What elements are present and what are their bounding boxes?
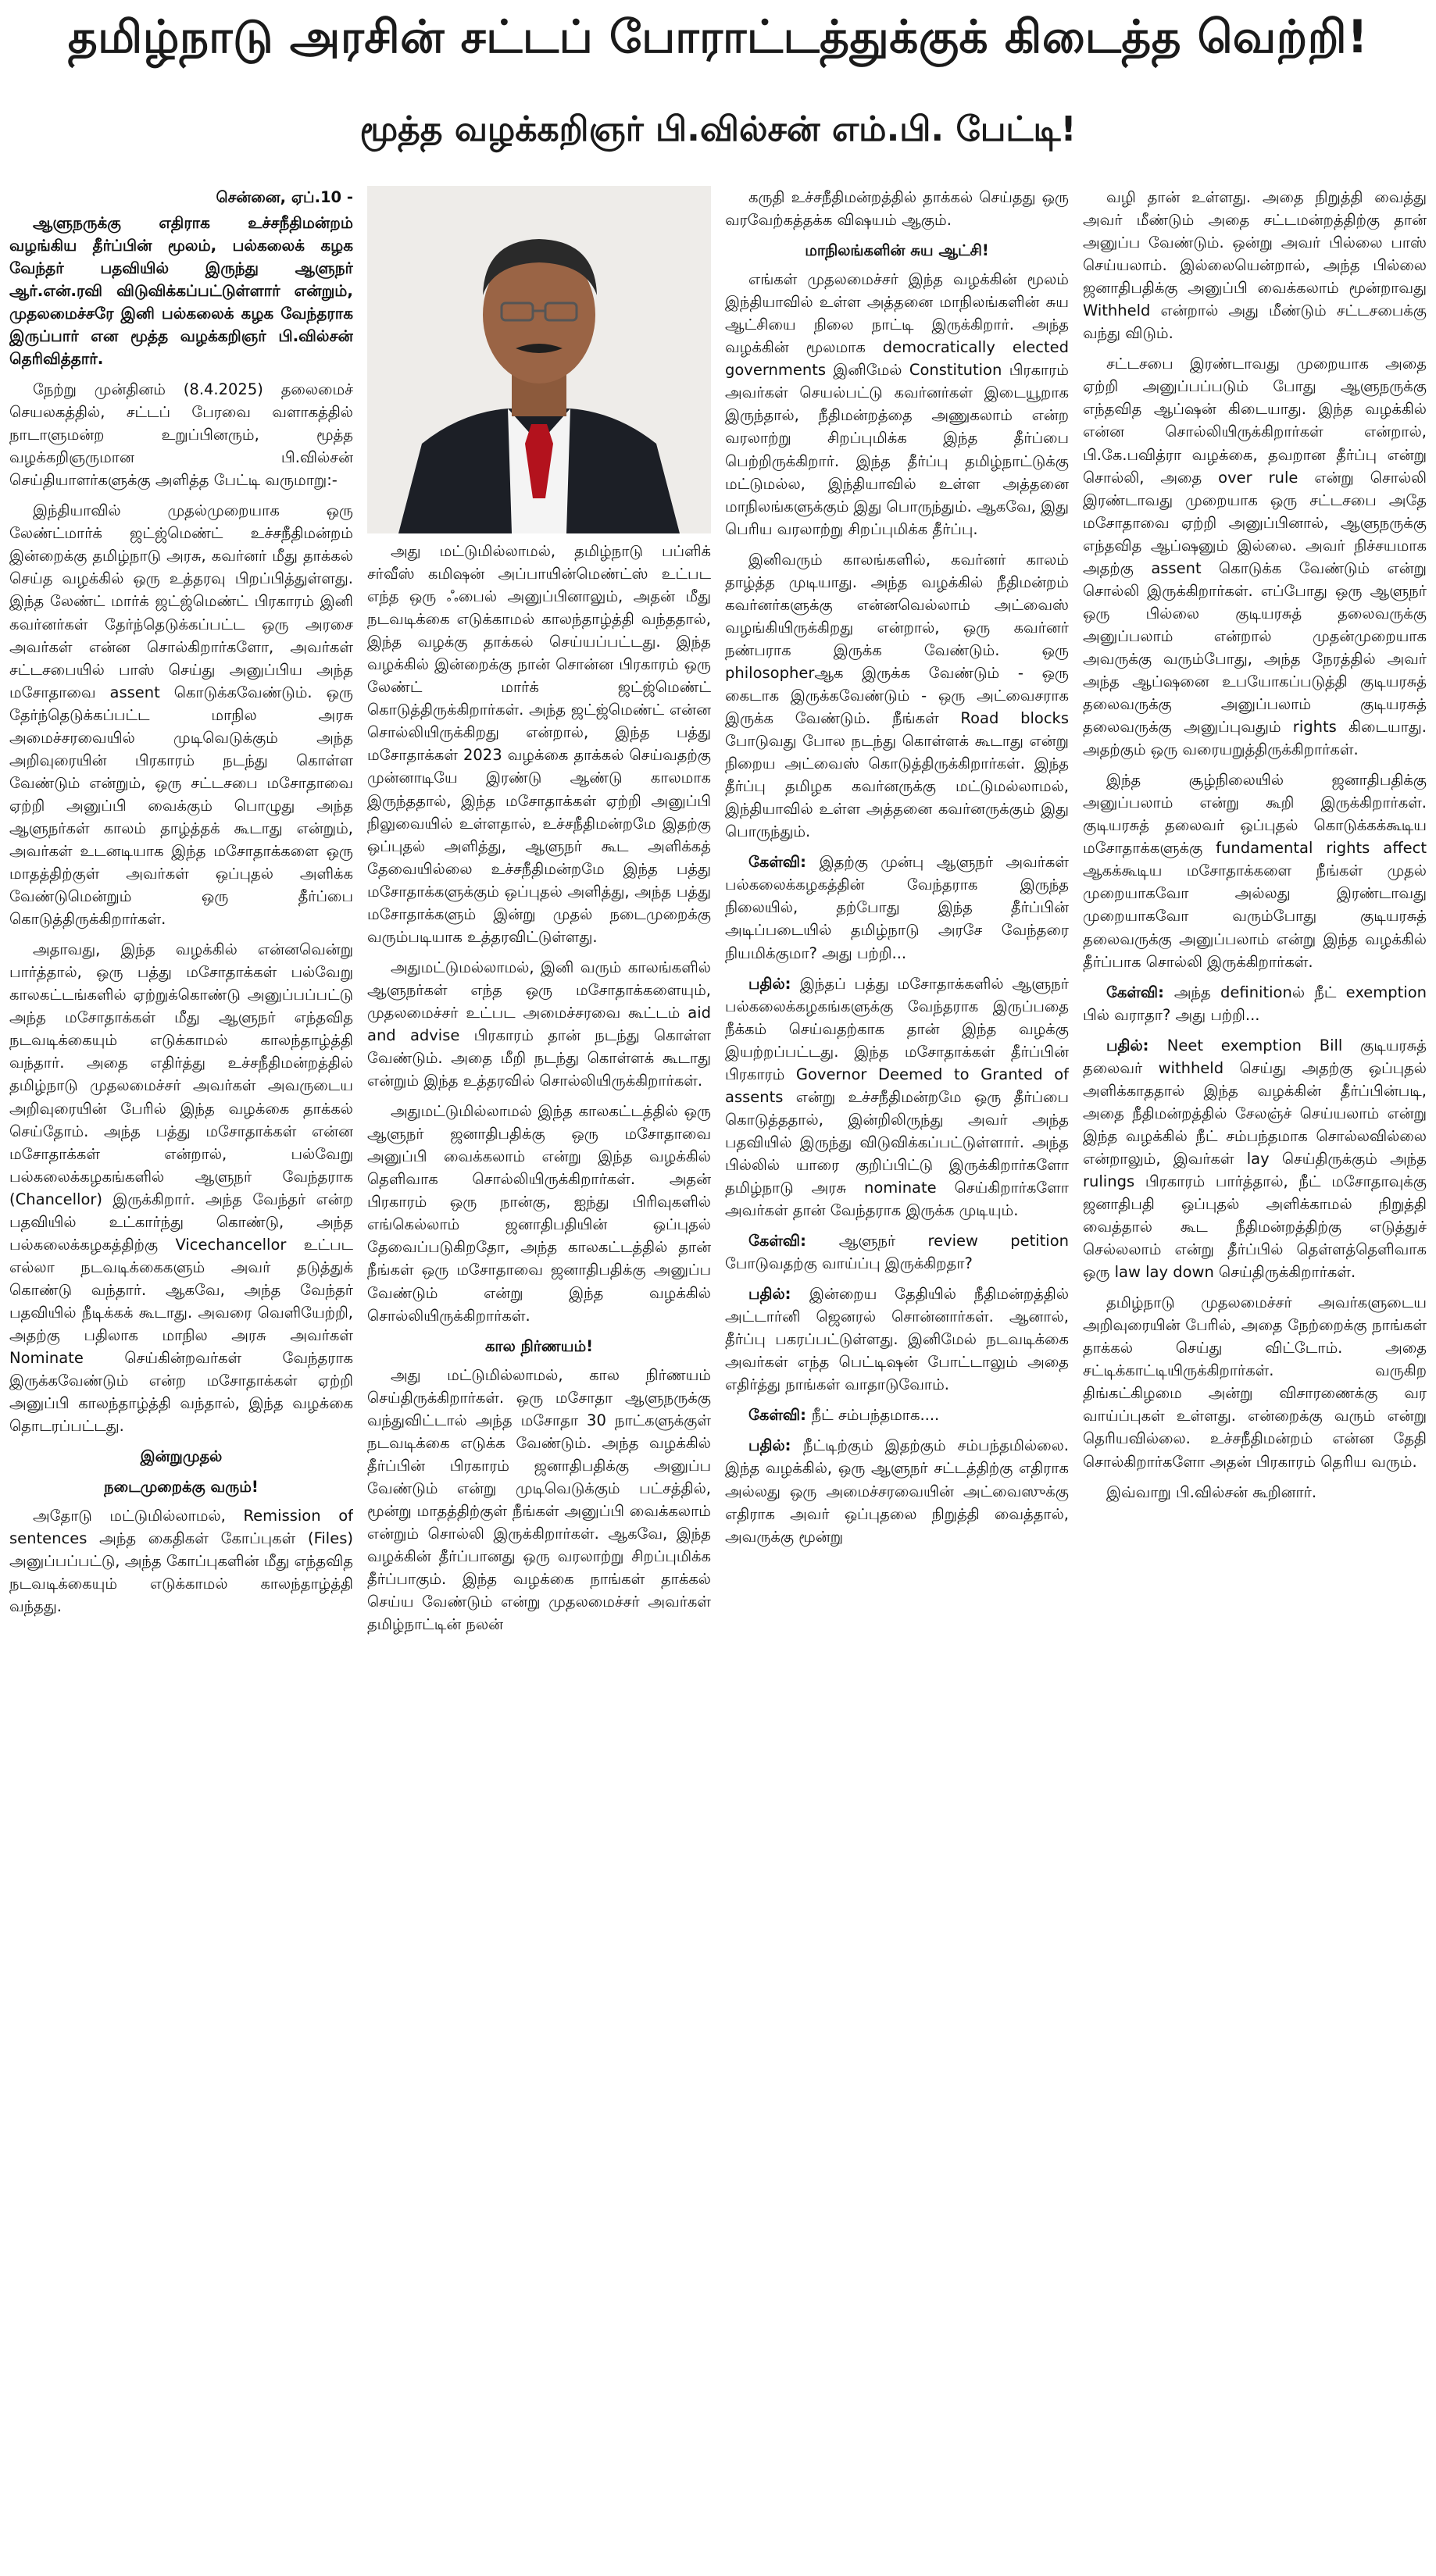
qa-paragraph bbox=[725, 1404, 1069, 1426]
body-paragraph: அதுமட்டுமல்லாமல், இனி வரும் காலங்களில் ஆளுநர்கள் எந்த ஒரு மசோதாக்களையும், முதலமைச்சர் உட்பட அமைச்சரவை கூட்டம் aid and advise பிரகாரம் தான் நடந்து கொள்ள வேண்டும். அதை மீறி நடந்து கொள்ளக் கூடாது என்றும் இந்த உத்தரவில் சொல்லியிருக்கிறார்கள். bbox=[367, 958, 711, 1090]
qa-text: இன்றைய தேதியில் நீதிமன்றத்தில் அட்டார்னி ஜெனரல் சொன்னார்கள். ஆனால், தீர்ப்பு பகரப்பட்டுள்ளது. இனிமேல் நடவடிக்கை அவர்கள் எந்த பெட்டிஷன் போட்டாலும் அதை எதிர்த்து நாங்கள் வாதாடுவோம். bbox=[725, 1285, 1069, 1394]
section-subhead: கால நிர்ணயம்! bbox=[484, 1336, 594, 1355]
dateline: சென்னை, ஏப்.10 - bbox=[216, 188, 353, 206]
qa-text: ஆளுநர் review petition போடுவதற்கு வாய்ப்பு இருக்கிறதா? bbox=[725, 1232, 1069, 1273]
portrait-photo bbox=[367, 186, 711, 533]
qa-text: இதற்கு முன்பு ஆளுநர் அவர்கள் பல்கலைக்கழகத்தின் வேந்தராக இருந்த நிலையில், தற்போது இந்த தீர்ப்பின் அடிப்படையில் தமிழ்நாடு அரசே வேந்தரை நியமிக்குமா? அது பற்றி... bbox=[725, 853, 1069, 962]
body-paragraph: அதுமட்டுமில்லாமல் இந்த காலகட்டத்தில் ஒரு ஆளுநர் ஜனாதிபதிக்கு ஒரு மசோதாவை அனுப்பி வைக்கலாம் என்று இந்த வழக்கில் தெளிவாக சொல்லியிருக்கிறார்கள். அதன் பிரகாரம் ஒரு நான்கு, ஐந்து பிரிவுகளில் எங்கெல்லாம் ஜனாதிபதியின் ஒப்புதல் தேவைப்படுகிறதோ, அந்த காலகட்டத்தில் தான் நீங்கள் ஒரு மசோதாவை ஜனாதிபதிக்கு அனுப்ப வேண்டும் என்று இந்த வழக்கில் சொல்லியிருக்கிறார்கள். bbox=[367, 1102, 711, 1325]
qa-paragraph bbox=[725, 972, 1069, 1222]
column-1-body bbox=[9, 378, 353, 1618]
body-paragraph: நேற்று முன்தினம் (8.4.2025) தலைமைச் செயலகத்தில், சட்டப் பேரவை வளாகத்தில் நாடாளுமன்ற உறுப்பினரும், மூத்த வழக்கறிஞருமான பி.வில்சன் செய்தியாளர்களுக்கு அளித்த பேட்டி வருமாறு:- bbox=[9, 380, 353, 490]
qa-label: பதில்: bbox=[748, 1285, 809, 1304]
column-2-body bbox=[367, 540, 711, 1636]
qa-text: இந்தப் பத்து மசோதாக்களில் ஆளுநர் பல்கலைக்கழகங்களுக்கு வேந்தராக இருப்பதை நீக்கம் செய்வதற்காக தான் இந்த வழக்கு இயற்றப்பட்டது. இந்த மசோதாக்கள் தீர்ப்பின் பிரகாரம் Governor Deemed to Granted of assents என்று உச்சநீதிமன்றமே ஒரு தீர்ப்பை கொடுத்ததால், இன்றிலிருந்து அவர் அந்த பதவியில் இருந்து விடுவிக்கப்பட்டுள்ளார். அந்த பில்லில் யாரை குறிப்பிட்டு இருக்கிறார்களோ தமிழ்நாடு அரசு nominate செய்கிறார்களோ அவர்கள் தான் வேந்தராக இருக்க முடியும். bbox=[725, 974, 1069, 1220]
body-paragraph: சட்டசபை இரண்டாவது முறையாக அதை ஏற்றி அனுப்பப்படும் போது ஆளுநருக்கு எந்தவித ஆப்ஷன் கிடையாது. இந்த வழக்கில் என்ன சொல்லியிருக்கிறார்கள் என்றால், பி.கே.பவித்ரா வழக்கை, தவறான தீர்ப்பு என்று சொல்லி, அதை over rule என்று சொல்லி இரண்டாவது முறையாக ஒரு சட்டசபை அதே மசோதாவை ஏற்றி அனுப்பினால், ஆளுநருக்கு எந்தவித ஆப்ஷனும் இல்லை. அவர் நிச்சயமாக அதற்கு assent கொடுக்க வேண்டும் என்று சொல்லி இருக்கிறார்கள். எப்போது ஒரு ஆளுநர் ஒரு பில்லை குடியரசுத் தலைவருக்கு அனுப்பலாம் என்றால் முதன்முறையாக அவருக்கு வரும்போது, அந்த நேரத்தில் அவர் அந்த ஆப்ஷனை உபயோகப்படுத்தி குடியரசுத் தலைவருக்கு அனுப்பலாம் குடியரசுத் தலைவருக்கு அனுப்புவதும் rights கிடையாது. அதற்கும் ஒரு வரையறுத்திருக்கிறார்கள். bbox=[1083, 355, 1427, 759]
column-4 bbox=[1083, 186, 1427, 2570]
qa-label: பதில்: bbox=[1106, 1036, 1167, 1054]
column-3 bbox=[725, 186, 1069, 2570]
qa-paragraph bbox=[1083, 981, 1427, 1026]
qa-paragraph bbox=[725, 851, 1069, 964]
lead-paragraph: ஆளுநருக்கு எதிராக உச்சநீதிமன்றம் வழங்கிய தீர்ப்பின் மூலம், பல்கலைக் கழக வேந்தர் பதவியில் இருந்து ஆளுநர் ஆர்.என்.ரவி விடுவிக்கப்பட்டுள்ளார் என்றும், முதலமைச்சரே இனி பல்கலைக் கழக வேந்தராக இருப்பார் என மூத்த வழக்கறிஞர் பி.வில்சன் தெரிவித்தார். bbox=[9, 213, 353, 369]
portrait-illustration bbox=[367, 186, 711, 533]
column-1 bbox=[9, 186, 353, 2570]
body-paragraph: அது மட்டுமில்லாமல், தமிழ்நாடு பப்ளிக் சர்வீஸ் கமிஷன் அப்பாயின்மெண்ட்ஸ் உட்பட எந்த ஒரு ஃபைல் அனுப்பினாலும், அதன் மீது நடவடிக்கை எடுக்காமல் காலந்தாழ்த்தி வந்ததால், இந்த வழக்கு தாக்கல் செய்யப்பட்டது. இந்த வழக்கில் இன்றைக்கு நான் சொன்ன பிரகாரம் ஒரு லேண்ட் மார்க் ஜட்ஜ்மெண்ட் கொடுத்திருக்கிறார்கள். அந்த ஜட்ஜ்மெண்ட் என்ன சொல்லியிருக்கிறது என்றால், இந்த பத்து மசோதாக்கள் 2023 வழக்கை தாக்கல் செய்வதற்கு முன்னாடியே இரண்டு ஆண்டு காலமாக இருந்ததால், இந்த மசோதாக்கள் ஏற்றி அனுப்பி நிலுவையில் உள்ளதால், உச்சநீதிமன்றமே இதற்கு ஒப்புதல் அளித்து, ஆளுநர் கூட அளிக்கத் தேவையில்லை உச்சநீதிமன்றமே இந்த பத்து மசோதாக்களுக்கும் ஒப்புதல் அளித்து, அந்த பத்து மசோதாக்களும் இன்று முதல் நடைமுறைக்கு வரும்படியாக உத்தரவிட்டுள்ளது. bbox=[367, 542, 711, 946]
qa-text: Neet exemption Bill குடியரசுத் தலைவர் withheld செய்து அதற்கு ஒப்புதல் அளிக்காததால் இந்த வழக்கின் தீர்ப்பின்படி, அதை நீதிமன்றத்தில் சேலஞ்ச் செய்யலாம் என்று இந்த வழக்கில் நீட் சம்பந்தமாக சொல்லவில்லை என்றாலும், இவர்கள் lay செய்திருக்கும் அந்த rulings பிரகாரம் பார்த்தால், நீட் மசோதாவுக்கு ஜனாதிபதி ஒப்புதல் அளிக்காமல் நிறுத்தி வைத்தால் கூட நீதிமன்றத்திற்கு எடுத்துச் செல்லலாம் என்று தீர்ப்பில் தெள்ளத்தெளிவாக ஒரு law lay down செய்திருக்கிறார்கள். bbox=[1083, 1036, 1427, 1282]
qa-paragraph bbox=[725, 1229, 1069, 1275]
body-paragraph: அதோடு மட்டுமில்லாமல், Remission of sentences அந்த கைதிகள் கோப்புகள் (Files) அனுப்பப்பட்டு, அந்த கோப்புகளின் மீது எந்தவித நடவடிக்கையும் எடுக்காமல் காலந்தாழ்த்தி வந்தது. bbox=[9, 1507, 353, 1616]
qa-paragraph bbox=[725, 1283, 1069, 1396]
qa-text: நீட்டிற்கும் இதற்கும் சம்பந்தமில்லை. இந்த வழக்கில், ஒரு ஆளுநர் சட்டத்திற்கு எதிராக அல்லது ஒரு அமைச்சரவையின் அட்வைஸுக்கு எதிராக அவர் ஒப்புதலை நிறுத்தி வைத்தால், அவருக்கு மூன்று bbox=[725, 1436, 1069, 1546]
body-paragraph: அது மட்டுமில்லாமல், கால நிர்ணயம் செய்திருக்கிறார்கள். ஒரு மசோதா ஆளுநருக்கு வந்துவிட்டால் அந்த மசோதா 30 நாட்களுக்குள் நடவடிக்கை எடுக்க வேண்டும். அந்த வழக்கில் தீர்ப்பின் பிரகாரம் ஜனாதிபதிக்கு அனுப்ப வேண்டும் என்று முடிவெடுக்கும் பட்சத்தில், மூன்று மாதத்திற்குள் நீங்கள் அனுப்பி வைக்கலாம் என்றும் சொல்லி இருக்கிறார்கள். ஆகவே, இந்த வழக்கின் தீர்ப்பானது ஒரு வரலாற்று சிறப்புமிக்க தீர்ப்பாகும். இந்த வழக்கை நாங்கள் தாக்கல் செய்ய வேண்டும் என்று முதலமைச்சர் அவர்கள் தமிழ்நாட்டின் நலன் bbox=[367, 1365, 711, 1634]
body-paragraph: இந்த சூழ்நிலையில் ஜனாதிபதிக்கு அனுப்பலாம் என்று கூறி இருக்கிறார்கள். குடியரசுத் தலைவர் ஒப்புதல் கொடுக்கக்கூடிய மசோதாக்களுக்கு fundamental rights affect ஆகக்கூடிய மசோதாக்களை நீங்கள் முதல் முறையாகவோ அல்லது இரண்டாவது முறையாகவோ வரும்போது குடியரசுத் தலைவருக்கு அனுப்பலாம் என்று இந்த வழக்கில் தீர்ப்பாக சொல்லி இருக்கிறார்கள். bbox=[1083, 771, 1427, 971]
body-paragraph: தமிழ்நாடு முதலமைச்சர் அவர்களுடைய அறிவுரையின் பேரில், அதை நேற்றைக்கு நாங்கள் தாக்கல் செய்து விட்டோம். அதை சட்டிக்காட்டியிருக்கிறார்கள். வருகிற திங்கட்கிழமை அன்று விசாரணைக்கு வர வாய்ப்புகள் உள்ளது. என்றைக்கு வரும் என்று தெரியவில்லை. உச்சநீதிமன்றம் என்ன தேதி சொல்கிறார்களோ அதன் பிரகாரம் தெரிய வரும். bbox=[1083, 1293, 1427, 1471]
qa-label: கேள்வி: bbox=[748, 853, 820, 872]
section-subhead: இன்றுமுதல் bbox=[140, 1447, 223, 1466]
qa-paragraph bbox=[725, 1434, 1069, 1547]
column-3-body bbox=[725, 186, 1069, 1548]
section-subhead: நடைமுறைக்கு வரும்! bbox=[104, 1478, 259, 1497]
body-paragraph: வழி தான் உள்ளது. அதை நிறுத்தி வைத்து அவர் மீண்டும் அதை சட்டமன்றத்திற்கு தான் அனுப்ப வேண்டும். ஒன்று அவர் பில்லை பாஸ் செய்யலாம். இல்லையென்றால், அந்த பில்லை ஜனாதிபதிக்கு அனுப்பி வைக்கலாம் மூன்றாவது Withheld என்றால் அது மீண்டும் சட்டசபைக்கு வந்து விடும். bbox=[1083, 188, 1427, 343]
column-2 bbox=[367, 186, 711, 2570]
subheadline: மூத்த வழக்கறிஞர் பி.வில்சன் எம்.பி. பேட்டி! bbox=[359, 109, 1077, 149]
qa-label: பதில்: bbox=[748, 1436, 804, 1455]
body-paragraph: அதாவது, இந்த வழக்கில் என்னவென்று பார்த்தால், ஒரு பத்து மசோதாக்கள் பல்வேறு காலகட்டங்களில் ஏற்றுக்கொண்டு அனுப்பப்பட்டு அந்த மசோதாக்கள் மீது ஆளுநர் எந்தவித நடவடிக்கையும் எடுக்காமல் காலந்தாழ்த்தி வந்தார். அதை எதிர்த்து உச்சநீதிமன்றத்தில் தமிழ்நாடு முதலமைச்சர் அவர்கள் அவருடைய அறிவுரையின் பேரில் இந்த வழக்கை தாக்கல் செய்தோம். அந்த பத்து மசோதாக்கள் என்ன மசோதாக்கள் என்றால், பல்வேறு பல்கலைக்கழகங்களில் ஆளுநர் வேந்தராக (Chancellor) இருக்கிறார். அந்த வேந்தர் என்ற பதவியில் உட்கார்ந்து கொண்டு, அந்த பல்கலைக்கழகத்திற்கு Vicechancellor உட்பட எல்லா நடவடிக்கைகளும் அவர் தடுத்துக் கொண்டு வந்தார். ஆகவே, அந்த வேந்தர் பதவியில் நீடிக்கக் கூடாது. அவரை வெளியேற்றி, அதற்கு பதிலாக மாநில அரசு அவர்கள் Nominate செய்கின்றவர்கள் வேந்தராக இருக்கவேண்டும் என்ற மசோதாக்கள் ஏற்றி அனுப்பி காலந்தாழ்த்தி வந்தால், இந்த வழக்கை தொடரப்பட்டது. bbox=[9, 940, 353, 1436]
column-4-body bbox=[1083, 186, 1427, 1504]
body-paragraph: கருதி உச்சநீதிமன்றத்தில் தாக்கல் செய்தது ஒரு வரவேற்கத்தக்க விஷயம் ஆகும். bbox=[725, 188, 1069, 230]
qa-label: கேள்வி: bbox=[748, 1406, 812, 1425]
body-paragraph: இந்தியாவில் முதல்முறையாக ஒரு லேண்ட்மார்க் ஜட்ஜ்மெண்ட் உச்சநீதிமன்றம் இன்றைக்கு தமிழ்நாடு அரசு, கவர்னர் மீது தாக்கல் செய்த வழக்கில் ஒரு உத்தரவு பிறப்பித்துள்ளது. இந்த லேண்ட் மார்க் ஜட்ஜ்மெண்ட் பிரகாரம் இனி கவர்னர்கள் தேர்ந்தெடுக்கப்பட்ட ஒரு அரசை அவர்கள் என்ன சொல்கிறார்களோ, அவர்கள் சட்டசபையில் பாஸ் செய்து அனுப்பிய அந்த மசோதாவை assent கொடுக்கவேண்டும். ஒரு தேர்ந்தெடுக்கப்பட்ட மாநில அரசு அமைச்சரவையில் முடிவெடுக்கும் அந்த அறிவுரையின் பிரகாரம் நடந்து கொள்ள வேண்டும் என்றும், ஒரு சட்டசபை மசோதாவை ஏற்றி அனுப்பி வைக்கும் பொழுது அந்த ஆளுநர்கள் காலம் தாழ்த்தக் கூடாது என்றும், அவர்கள் உடனடியாக இந்த மசோதாக்களை ஒரு மாதத்திற்குள் அவர்கள் ஒப்புதல் அளிக்க வேண்டுமென்றும் ஒரு தீர்ப்பை கொடுத்திருக்கிறார்கள். bbox=[9, 501, 353, 929]
body-paragraph: இவ்வாறு பி.வில்சன் கூறினார். bbox=[1106, 1482, 1317, 1501]
qa-label: பதில்: bbox=[748, 974, 800, 993]
body-paragraph: இனிவரும் காலங்களில், கவர்னர் காலம் தாழ்த்த முடியாது. அந்த வழக்கில் நீதிமன்றம் கவர்னர்களுக்கு என்னவெல்லாம் அட்வைஸ் வழங்கியிருக்கிறது என்றால், ஒரு கவர்னர் நண்பராக இருக்க வேண்டும். ஒரு philosopherஆக இருக்க வேண்டும் - ஒரு கைடாக இருக்கவேண்டும் - ஒரு அட்வைசராக இருக்க வேண்டும். நீங்கள் Road blocks போடுவது போல நடந்து கொள்ளக் கூடாது என்று நிறைய அட்வைஸ் கொடுத்திருக்கிறார்கள். இந்த தீர்ப்பு தமிழக கவர்னருக்கு மட்டுமல்லாமல், இந்தியாவில் உள்ள அத்தனை கவர்னருக்கும் இது பொருந்தும். bbox=[725, 550, 1069, 841]
section-subhead: மாநிலங்களின் சுய ஆட்சி! bbox=[805, 241, 989, 260]
body-paragraph: எங்கள் முதலமைச்சர் இந்த வழக்கின் மூலம் இந்தியாவில் உள்ள அத்தனை மாநிலங்களின் சுய ஆட்சியை நிலை நாட்டி இருக்கிறார். அந்த வழக்கின் மூலமாக democratically elected governments இனிமேல் Constitution பிரகாரம் அவர்கள் செயல்பட்டு கவர்னர்கள் இடையூறாக இருந்தால், நீதிமன்றத்தை அணுகலாம் என்ற வரலாற்று சிறப்புமிக்க இந்த தீர்ப்பை பெற்றிருக்கிறார். இந்த தீர்ப்பு தமிழ்நாட்டுக்கு மட்டுமல்ல, இந்தியாவில் உள்ள அத்தனை மாநிலங்களுக்கும் இது பொருந்தும். ஆகவே, இது பெரிய வரலாற்று சிறப்புமிக்க தீர்ப்பு. bbox=[725, 270, 1069, 538]
qa-text: நீட் சம்பந்தமாக.... bbox=[811, 1406, 940, 1425]
qa-label: கேள்வி: bbox=[1106, 983, 1174, 1001]
qa-label: கேள்வி: bbox=[748, 1232, 839, 1251]
qa-text: அந்த definitionல் நீட் exemption பில் வராதா? அது பற்றி... bbox=[1083, 983, 1427, 1024]
qa-paragraph bbox=[1083, 1034, 1427, 1284]
headline: தமிழ்நாடு அரசின் சட்டப் போராட்டத்துக்குக் கிடைத்த வெற்றி! bbox=[67, 10, 1369, 64]
